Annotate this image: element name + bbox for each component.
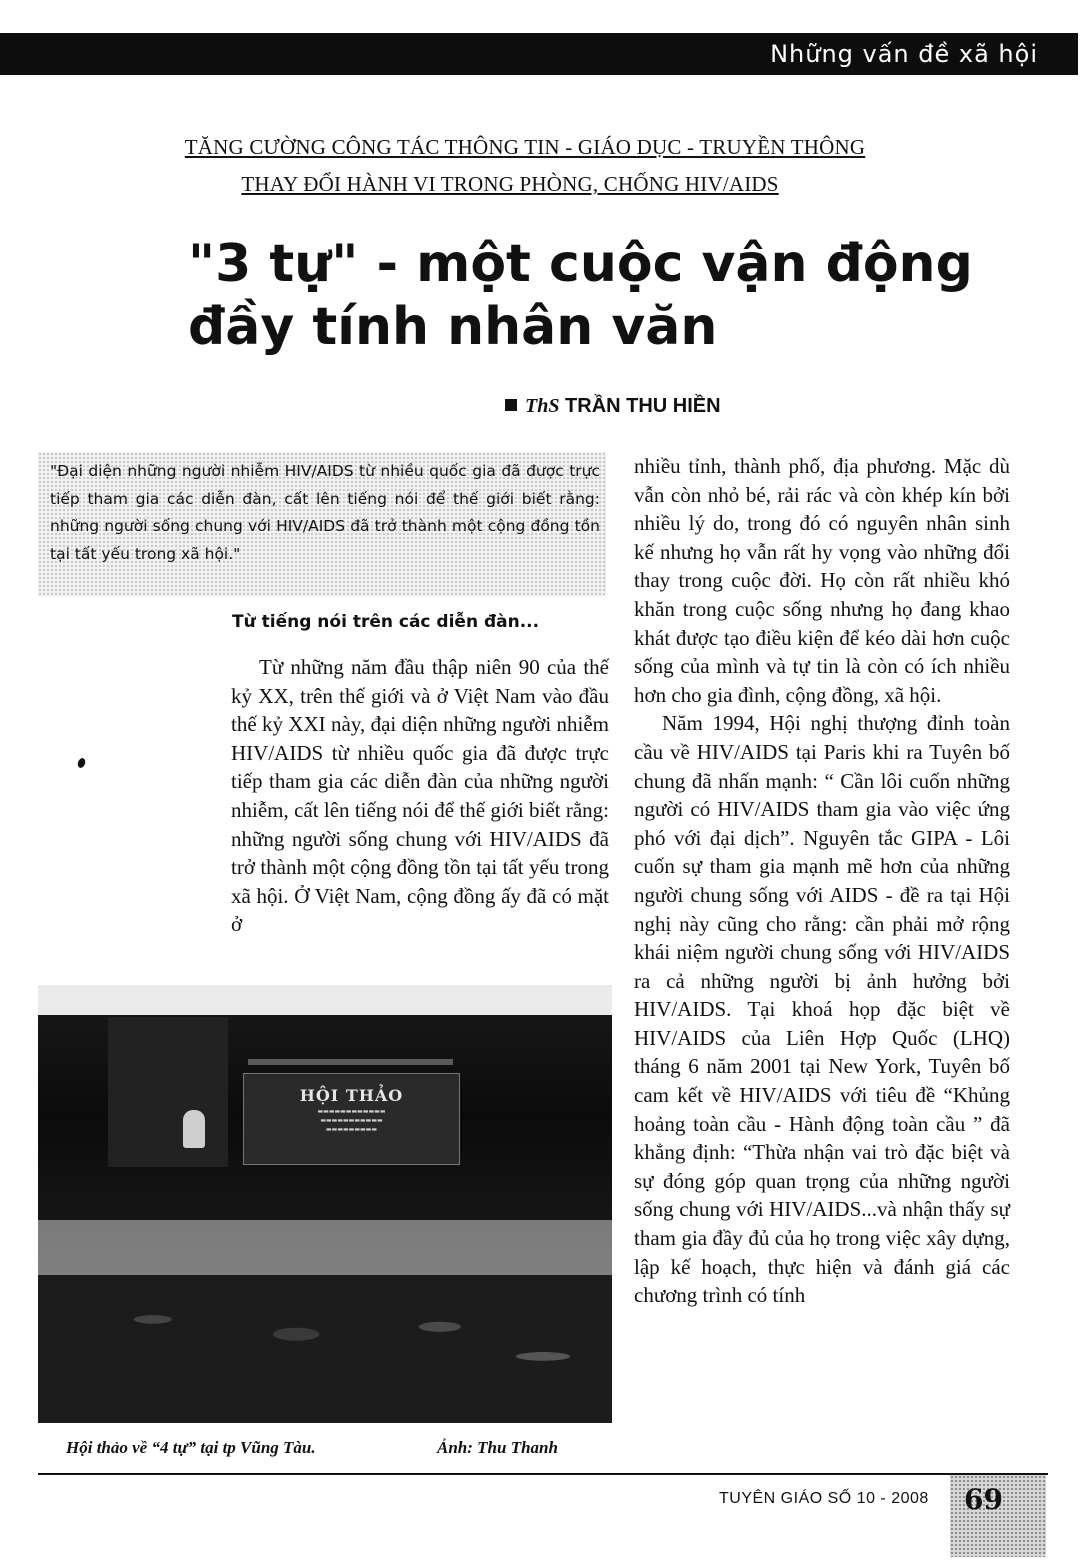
photo-caption bbox=[66, 1438, 606, 1458]
kicker-line-1: TĂNG CƯỜNG CÔNG TÁC THÔNG TIN - GIÁO DỤC - TRUYỀN THÔNG bbox=[184, 135, 866, 159]
photo-ceiling-light bbox=[38, 985, 612, 1015]
author-name: TRẦN THU HIỀN bbox=[565, 395, 721, 417]
ink-dot-icon bbox=[77, 757, 87, 769]
byline bbox=[505, 395, 721, 418]
author-degree: ThS bbox=[525, 395, 560, 417]
body-column-right bbox=[634, 452, 1010, 1310]
photo-curtain bbox=[108, 1017, 228, 1167]
photo-bust bbox=[183, 1110, 205, 1148]
body-paragraph: nhiều tỉnh, thành phố, địa phương. Mặc dù vẫn còn nhỏ bé, rải rác và còn khép kín bởi nhiều lý do, trong đó có nguyên nhân sinh kế nhưng họ vẫn rất hy vọng vào những đổi thay trong cuộc đời. Họ còn rất nhiều khó khăn trong cuộc sống nhưng họ đang khao khát được tạo điều kiện để kéo dài hơn cuộc sống của mình và tự tin là còn có ích nhiều hơn cho gia đình, cộng đồng, xã hội. bbox=[634, 454, 1010, 707]
photo-audience bbox=[38, 1275, 612, 1423]
body-column-left bbox=[231, 653, 609, 939]
headline-line-1: "3 tự" - một cuộc vận động bbox=[188, 234, 973, 294]
photo-banner-strip bbox=[248, 1059, 453, 1065]
kicker-line-2: THAY ĐỔI HÀNH VI TRONG PHÒNG, CHỐNG HIV/AIDS bbox=[241, 172, 779, 196]
page-number: 69 bbox=[964, 1483, 1003, 1516]
photo-table bbox=[38, 1220, 612, 1275]
section-header-bar bbox=[0, 33, 1078, 75]
page-number-box bbox=[950, 1475, 1046, 1557]
caption-text: Hội thảo về “4 tự” tại tp Vũng Tàu. bbox=[66, 1438, 316, 1457]
pull-quote-box bbox=[38, 452, 606, 597]
photo-credit: Ảnh: Thu Thanh bbox=[437, 1438, 558, 1457]
body-paragraph: Từ những năm đầu thập niên 90 của thế kỷ XX, trên thế giới và ở Việt Nam vào đầu thế kỷ XXI này, đại diện những người nhiễm HIV/AIDS từ nhiều quốc gia đã được trực tiếp tham gia các diễn đàn của những người nhiễm, cất lên tiếng nói để thế giới biết rằng: những người sống chung với HIV/AIDS đã trở thành một cộng đồng tồn tại tất yếu trong xã hội. Ở Việt Nam, cộng đồng ấy đã có mặt ở bbox=[231, 655, 609, 937]
subheading: Từ tiếng nói trên các diễn đàn... bbox=[232, 612, 540, 632]
section-title: Những vấn đề xã hội bbox=[770, 40, 1038, 68]
photo-banner-title: HỘI THẢO bbox=[299, 1086, 404, 1105]
footer-rule bbox=[38, 1473, 1048, 1475]
conference-photo bbox=[38, 985, 612, 1423]
headline-line-2: đầy tính nhân văn bbox=[188, 297, 718, 357]
byline-square-icon bbox=[505, 399, 517, 411]
pull-quote: "Đại diện những người nhiễm HIV/AIDS từ nhiều quốc gia đã được trực tiếp tham gia các diễn đàn, cất lên tiếng nói để thế giới biết rằng: những người sống chung với HIV/AIDS đã trở thành một cộng đồng tồn tại tất yếu trong xã hội." bbox=[50, 462, 600, 563]
issue-label: TUYÊN GIÁO SỐ 10 - 2008 bbox=[719, 1490, 929, 1507]
photo-banner bbox=[243, 1073, 460, 1165]
body-paragraph: Năm 1994, Hội nghị thượng đỉnh toàn cầu về HIV/AIDS tại Paris khi ra Tuyên bố chung đã nhấn mạnh: “ Cần lôi cuốn những người có HIV/AIDS tham gia vào việc ứng phó với đại dịch”. Nguyên tắc GIPA - Lôi cuốn sự tham gia mạnh mẽ hơn của những người chung sống với AIDS - đề ra tại Hội nghị này cũng cho rằng: cần phải mở rộng khái niệm người chung sống với HIV/AIDS ra cả những người bị ảnh hưởng bởi HIV/AIDS. Tại khoá họp đặc biệt về HIV/AIDS của Liên Hợp Quốc (LHQ) tháng 6 năm 2001 tại New York, Tuyên bố cam kết về HIV/AIDS với tiêu đề “Khủng hoảng toàn cầu - Hành động toàn cầu ” đã khẳng định: “Thừa nhận vai trò đặc biệt và sự đóng góp quan trọng của những người sống chung với HIV/AIDS...và nhận thấy sự tham gia đầy đủ của họ trong việc xây dựng, lập kế hoạch, thực hiện và đánh giá các chương trình có tính bbox=[634, 711, 1010, 1308]
photo-banner-fine-print: ▬▬▬▬▬▬▬▬▬▬▬▬ ▬▬▬▬▬▬▬▬▬▬▬ ▬▬▬▬▬▬▬▬▬ bbox=[317, 1108, 386, 1133]
